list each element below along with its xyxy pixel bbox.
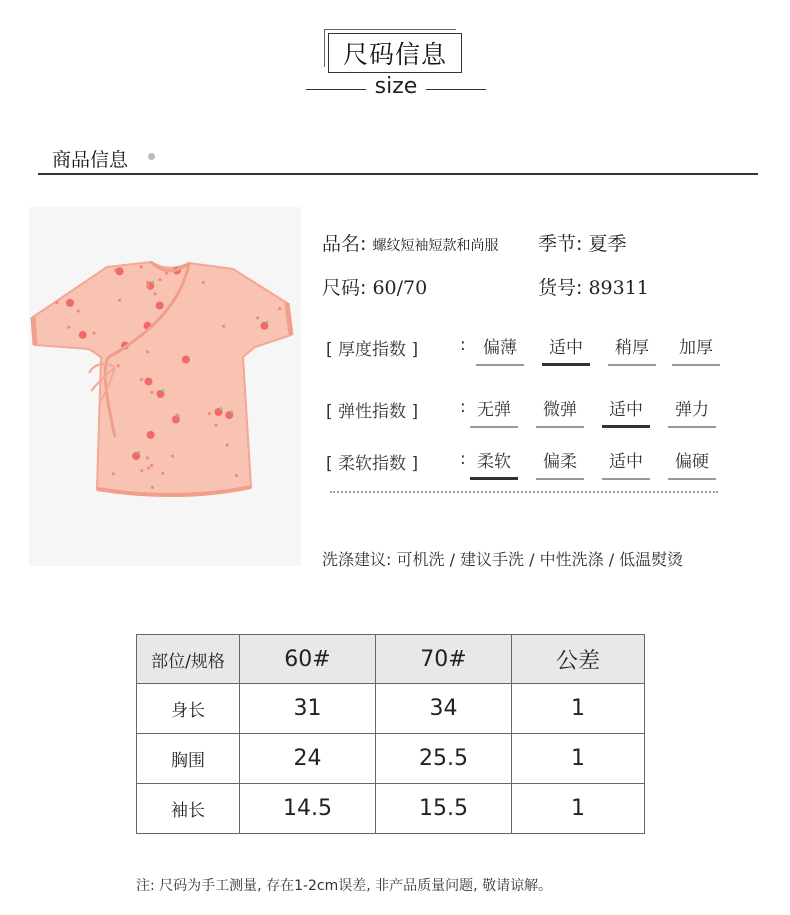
table-cell: 34 xyxy=(376,684,512,734)
fabric-dot xyxy=(150,464,153,467)
scale-colon: : xyxy=(460,449,466,469)
size-line xyxy=(322,273,427,300)
scale-name: [ 厚度指数 ] xyxy=(326,340,419,360)
table-header-cell: 公差 xyxy=(512,635,645,684)
fabric-dot xyxy=(156,302,164,310)
baby-kimono-top-image xyxy=(29,207,301,566)
fabric-dot xyxy=(67,326,70,329)
fabric-dot xyxy=(158,278,161,281)
fabric-dot xyxy=(256,316,259,319)
fabric-dot xyxy=(89,354,92,357)
fabric-dot xyxy=(222,325,225,328)
scale-option: 偏硬 xyxy=(668,447,716,472)
fabric-dot xyxy=(254,435,257,438)
fabric-dot xyxy=(226,443,229,446)
fabric-dot xyxy=(282,291,285,294)
fabric-dot xyxy=(208,412,211,415)
table-row xyxy=(137,734,645,784)
table-cell: 24 xyxy=(240,734,376,784)
size-table xyxy=(136,634,645,834)
scale-option: 稍厚 xyxy=(608,333,656,358)
fabric-dot xyxy=(74,270,82,278)
size-value: 60/70 xyxy=(372,277,428,299)
dotted-divider xyxy=(330,491,718,493)
table-header-cell: 70# xyxy=(376,635,512,684)
table-cell: 1 xyxy=(512,684,645,734)
fabric-dot xyxy=(146,281,149,284)
size-info-title-box xyxy=(328,33,462,73)
fabric-dot xyxy=(118,299,121,302)
fabric-dot xyxy=(278,307,281,310)
fabric-dot xyxy=(202,281,205,284)
fabric-leaf xyxy=(220,407,223,410)
season-label: 季节: xyxy=(538,233,583,255)
fabric-dot xyxy=(235,474,238,477)
fabric-dot xyxy=(147,466,150,469)
fabric-leaf xyxy=(58,353,61,356)
fabric-leaf xyxy=(265,321,268,324)
fabric-dot xyxy=(94,402,97,405)
fabric-dot xyxy=(265,385,268,388)
fabric-dot xyxy=(35,346,38,349)
fabric-dot xyxy=(53,354,61,362)
page-title: 尺码信息 xyxy=(342,40,447,69)
fabric-dot xyxy=(79,331,87,339)
product-name-value: 螺纹短袖短款和尚服 xyxy=(372,238,499,254)
fabric-leaf xyxy=(79,269,82,272)
product-photo xyxy=(29,207,301,566)
subtitle-rule-right xyxy=(426,89,486,90)
fabric-dot xyxy=(146,350,149,353)
fabric-dot xyxy=(253,486,256,489)
fabric-dot xyxy=(112,472,115,475)
scale-option: 偏薄 xyxy=(476,333,524,358)
fabric-leaf xyxy=(137,451,140,454)
fabric-dot xyxy=(64,470,67,473)
season-line xyxy=(538,229,626,256)
section-bullet-icon xyxy=(148,153,155,160)
scale-option: 适中 xyxy=(602,447,650,472)
section-divider xyxy=(38,173,758,175)
page-subtitle: size xyxy=(374,74,418,99)
fabric-dot xyxy=(77,309,80,312)
table-header-cell: 部位/规格 xyxy=(137,635,240,684)
table-header-cell: 60# xyxy=(240,635,376,684)
fabric-dot xyxy=(51,464,59,472)
scale-name: [ 弹性指数 ] xyxy=(326,402,419,422)
section-title: 商品信息 xyxy=(52,149,129,171)
table-cell: 15.5 xyxy=(376,784,512,834)
fabric-dot xyxy=(154,292,157,295)
scale-option: 无弹 xyxy=(470,395,518,420)
scale-option-selected: 适中 xyxy=(542,333,590,358)
fabric-dot xyxy=(150,391,153,394)
size-label: 尺码: xyxy=(322,277,367,299)
fabric-dot xyxy=(214,424,217,427)
wash-instructions: 洗涤建议: 可机洗 / 建议手洗 / 中性洗涤 / 低温熨烫 xyxy=(322,550,684,569)
fabric-dot xyxy=(91,416,99,424)
scale-name: [ 柔软指数 ] xyxy=(326,454,419,474)
table-row xyxy=(137,684,645,734)
table-cell: 14.5 xyxy=(240,784,376,834)
scale-option: 加厚 xyxy=(672,333,720,358)
item-number-line xyxy=(538,273,649,300)
fabric-dot xyxy=(146,456,149,459)
season-value: 夏季 xyxy=(588,233,627,255)
scale-option-selected: 柔软 xyxy=(470,447,518,472)
fabric-dot xyxy=(182,356,190,364)
subtitle-rule-left xyxy=(306,89,366,90)
table-cell: 1 xyxy=(512,784,645,834)
fabric-dot xyxy=(68,375,76,383)
item-number-label: 货号: xyxy=(538,277,583,299)
fabric-dot xyxy=(140,378,143,381)
fabric-dot xyxy=(283,364,291,372)
fabric-dot xyxy=(117,364,120,367)
table-header-row xyxy=(137,635,645,684)
scale-colon: : xyxy=(460,335,466,355)
fabric-dot xyxy=(161,472,164,475)
fabric-dot xyxy=(176,413,179,416)
fabric-dot xyxy=(146,284,149,287)
scale-colon: : xyxy=(460,397,466,417)
fabric-leaf xyxy=(162,389,165,392)
fabric-dot xyxy=(147,431,155,439)
fabric-leaf xyxy=(151,281,154,284)
table-row xyxy=(137,784,645,834)
scale-option-selected: 适中 xyxy=(602,395,650,420)
table-cell: 1 xyxy=(512,734,645,784)
table-cell: 31 xyxy=(240,684,376,734)
fabric-leaf xyxy=(56,463,59,466)
fabric-dot xyxy=(92,332,95,335)
fabric-dot xyxy=(151,486,154,489)
fabric-dot xyxy=(47,348,50,351)
scale-option: 弹力 xyxy=(668,395,716,420)
fabric-leaf xyxy=(230,410,233,413)
scale-option: 偏柔 xyxy=(536,447,584,472)
fabric-dot xyxy=(145,378,153,386)
fabric-dot xyxy=(116,267,124,275)
table-cell: 袖长 xyxy=(137,784,240,834)
fabric-dot xyxy=(140,469,143,472)
product-name-line xyxy=(322,229,498,256)
table-cell: 身长 xyxy=(137,684,240,734)
product-name-label: 品名: xyxy=(322,233,367,255)
table-cell: 25.5 xyxy=(376,734,512,784)
item-number-value: 89311 xyxy=(588,277,649,299)
fabric-dot xyxy=(78,412,86,420)
fabric-dot xyxy=(285,413,293,421)
fabric-dot xyxy=(140,265,143,268)
table-cell: 胸围 xyxy=(137,734,240,784)
scale-option: 微弹 xyxy=(536,395,584,420)
measurement-note: 注: 尺码为手工测量, 存在1-2cm误差, 非产品质量问题, 敬请谅解。 xyxy=(136,878,553,894)
fabric-dot xyxy=(66,299,74,307)
fabric-leaf xyxy=(73,374,76,377)
fabric-dot xyxy=(171,455,174,458)
fabric-dot xyxy=(287,410,290,413)
